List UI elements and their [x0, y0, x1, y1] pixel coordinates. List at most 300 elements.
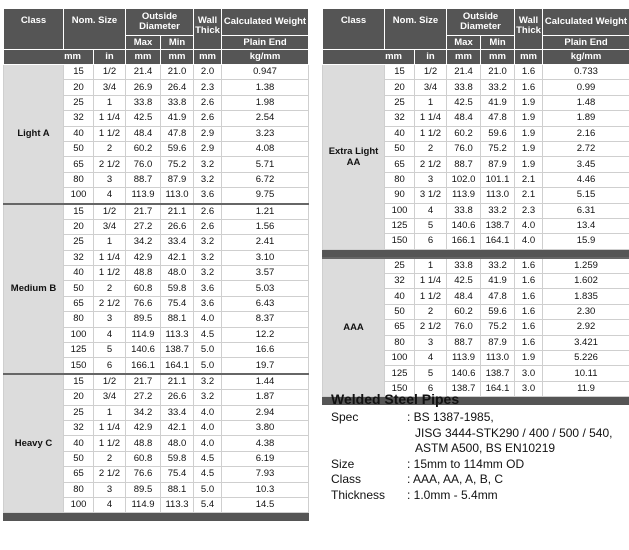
wall-thick-cell: 1.6 — [515, 304, 543, 319]
table-body-right — [323, 65, 629, 405]
wall-thick-cell: 1.9 — [515, 126, 543, 141]
od-min-cell: 48.0 — [161, 266, 194, 281]
weight-cell: 1.98 — [222, 95, 309, 110]
weight-cell: 5.15 — [543, 188, 629, 203]
od-min-cell: 33.2 — [481, 80, 515, 95]
od-min-cell: 26.6 — [161, 390, 194, 405]
od-max-cell: 102.0 — [447, 172, 481, 187]
od-max-cell: 48.4 — [447, 111, 481, 126]
od-min-cell: 75.4 — [161, 296, 194, 311]
header-in: in — [415, 50, 447, 65]
spec-row — [331, 488, 626, 504]
header-wall-thick: Wall Thick — [515, 9, 543, 50]
od-min-cell: 164.1 — [161, 358, 194, 374]
table-body-left — [4, 65, 309, 521]
wall-thick-cell: 3.0 — [515, 381, 543, 396]
weight-cell: 5.71 — [222, 157, 309, 172]
od-max-cell: 113.9 — [447, 351, 481, 366]
header-min: Min — [481, 36, 515, 50]
size-in-cell: 2 1/2 — [94, 296, 126, 311]
weight-cell: 2.41 — [222, 235, 309, 250]
header-kg-mm: kg/mm — [222, 50, 309, 65]
weight-cell: 2.30 — [543, 304, 629, 319]
size-mm-cell: 50 — [385, 141, 415, 156]
wall-thick-cell: 3.2 — [194, 374, 222, 390]
od-max-cell: 114.9 — [126, 497, 161, 512]
wall-thick-cell: 4.0 — [515, 234, 543, 249]
header-mm: mm — [323, 50, 415, 65]
spec-label: Class — [331, 472, 362, 487]
wall-thick-cell: 2.0 — [194, 65, 222, 80]
weight-cell: 7.93 — [222, 467, 309, 482]
wall-thick-cell: 2.9 — [194, 141, 222, 156]
size-in-cell: 2 — [94, 281, 126, 296]
spec-values — [407, 457, 626, 473]
weight-cell: 14.5 — [222, 497, 309, 512]
weight-cell: 12.2 — [222, 327, 309, 342]
size-mm-cell: 80 — [385, 335, 415, 350]
size-in-cell: 1 1/4 — [415, 111, 447, 126]
od-min-cell: 75.2 — [161, 157, 194, 172]
size-mm-cell: 100 — [385, 351, 415, 366]
size-mm-cell: 25 — [64, 235, 94, 250]
size-mm-cell: 20 — [64, 390, 94, 405]
size-in-cell: 3 — [415, 335, 447, 350]
size-mm-cell: 125 — [64, 343, 94, 358]
size-in-cell: 2 1/2 — [94, 157, 126, 172]
spec-value-line: : AAA, AA, A, B, C — [407, 472, 504, 487]
wall-thick-cell: 1.6 — [515, 258, 543, 274]
spec-row — [331, 410, 626, 457]
size-in-cell: 1 1/2 — [94, 436, 126, 451]
size-in-cell: 3/4 — [94, 219, 126, 234]
size-mm-cell: 100 — [64, 188, 94, 204]
od-min-cell: 113.0 — [161, 188, 194, 204]
od-min-cell: 26.6 — [161, 219, 194, 234]
wall-thick-cell: 3.2 — [194, 235, 222, 250]
size-mm-cell: 80 — [64, 482, 94, 497]
wall-thick-cell: 1.6 — [515, 289, 543, 304]
size-in-cell: 5 — [415, 366, 447, 381]
od-max-cell: 138.7 — [447, 381, 481, 396]
od-min-cell: 59.6 — [481, 126, 515, 141]
wall-thick-cell: 2.6 — [194, 219, 222, 234]
group-separator — [323, 249, 629, 258]
weight-cell: 0.99 — [543, 80, 629, 95]
size-mm-cell: 15 — [64, 65, 94, 80]
weight-cell: 1.48 — [543, 95, 629, 110]
header-plain-end: Plain End — [222, 36, 309, 50]
header-calc-weight: Calculated Weight — [222, 9, 309, 36]
weight-cell: 10.3 — [222, 482, 309, 497]
wall-thick-cell: 5.0 — [194, 482, 222, 497]
size-mm-cell: 65 — [64, 296, 94, 311]
size-mm-cell: 100 — [385, 203, 415, 218]
header-mm: mm — [4, 50, 94, 65]
od-max-cell: 21.4 — [447, 65, 481, 80]
od-max-cell: 42.9 — [126, 420, 161, 435]
wall-thick-cell: 1.9 — [515, 95, 543, 110]
size-mm-cell: 20 — [64, 80, 94, 95]
wall-thick-cell: 1.6 — [515, 320, 543, 335]
wall-thick-cell: 4.0 — [194, 405, 222, 420]
od-min-cell: 41.9 — [481, 274, 515, 289]
wall-thick-cell: 1.9 — [515, 351, 543, 366]
weight-cell: 4.46 — [543, 172, 629, 187]
od-min-cell: 138.7 — [481, 218, 515, 233]
od-max-cell: 76.0 — [447, 141, 481, 156]
od-max-cell: 166.1 — [447, 234, 481, 249]
table-row — [323, 258, 629, 274]
weight-cell: 2.72 — [543, 141, 629, 156]
wall-thick-cell: 4.5 — [194, 467, 222, 482]
weight-cell: 6.31 — [543, 203, 629, 218]
size-in-cell: 3 1/2 — [415, 188, 447, 203]
od-max-cell: 113.9 — [447, 188, 481, 203]
od-min-cell: 75.2 — [481, 320, 515, 335]
weight-cell: 13.4 — [543, 218, 629, 233]
od-max-cell: 60.2 — [447, 304, 481, 319]
spec-values — [407, 472, 626, 488]
wall-thick-cell: 4.0 — [194, 420, 222, 435]
spec-values — [407, 410, 626, 457]
od-min-cell: 21.1 — [161, 204, 194, 220]
header-plain-end: Plain End — [543, 36, 629, 50]
od-min-cell: 75.2 — [481, 141, 515, 156]
od-min-cell: 48.0 — [161, 436, 194, 451]
header-kg-mm: kg/mm — [543, 50, 629, 65]
od-max-cell: 27.2 — [126, 390, 161, 405]
wall-thick-cell: 1.6 — [515, 65, 543, 80]
size-in-cell: 4 — [415, 351, 447, 366]
size-mm-cell: 50 — [64, 281, 94, 296]
od-max-cell: 34.2 — [126, 235, 161, 250]
size-in-cell: 4 — [94, 497, 126, 512]
header-wall-thick: Wall Thick — [194, 9, 222, 50]
weight-cell: 4.08 — [222, 141, 309, 156]
weight-cell: 19.7 — [222, 358, 309, 374]
size-mm-cell: 20 — [385, 80, 415, 95]
header-mm: mm — [515, 50, 543, 65]
size-in-cell: 2 — [94, 451, 126, 466]
wall-thick-cell: 1.9 — [515, 111, 543, 126]
od-min-cell: 75.4 — [161, 467, 194, 482]
size-mm-cell: 32 — [385, 111, 415, 126]
od-min-cell: 88.1 — [161, 482, 194, 497]
weight-cell: 1.89 — [543, 111, 629, 126]
weight-cell: 2.16 — [543, 126, 629, 141]
od-min-cell: 59.8 — [161, 281, 194, 296]
size-in-cell: 2 — [94, 141, 126, 156]
od-max-cell: 42.5 — [447, 95, 481, 110]
od-max-cell: 89.5 — [126, 312, 161, 327]
od-max-cell: 60.8 — [126, 281, 161, 296]
size-mm-cell: 50 — [64, 451, 94, 466]
spec-values — [407, 488, 626, 504]
od-max-cell: 48.8 — [126, 266, 161, 281]
header-mm: mm — [194, 50, 222, 65]
od-min-cell: 101.1 — [481, 172, 515, 187]
class-label: AAA — [323, 258, 385, 397]
size-mm-cell: 32 — [64, 111, 94, 126]
size-in-cell: 1 1/2 — [415, 126, 447, 141]
od-max-cell: 33.8 — [126, 95, 161, 110]
od-max-cell: 34.2 — [126, 405, 161, 420]
size-mm-cell: 50 — [385, 304, 415, 319]
od-min-cell: 87.9 — [481, 157, 515, 172]
weight-cell: 3.421 — [543, 335, 629, 350]
od-min-cell: 59.8 — [161, 451, 194, 466]
size-in-cell: 1/2 — [94, 65, 126, 80]
class-label: Medium B — [4, 204, 64, 374]
wall-thick-cell: 2.6 — [194, 111, 222, 126]
weight-cell: 1.835 — [543, 289, 629, 304]
header-max: Max — [447, 36, 481, 50]
od-min-cell: 47.8 — [481, 289, 515, 304]
size-mm-cell: 65 — [64, 157, 94, 172]
size-in-cell: 4 — [415, 203, 447, 218]
size-mm-cell: 65 — [385, 320, 415, 335]
size-mm-cell: 100 — [64, 327, 94, 342]
size-mm-cell: 90 — [385, 188, 415, 203]
weight-cell: 6.72 — [222, 172, 309, 187]
size-in-cell: 2 1/2 — [94, 467, 126, 482]
wall-thick-cell: 2.9 — [194, 126, 222, 141]
size-in-cell: 2 1/2 — [415, 157, 447, 172]
size-mm-cell: 15 — [64, 374, 94, 390]
wall-thick-cell: 3.2 — [194, 157, 222, 172]
od-min-cell: 87.9 — [481, 335, 515, 350]
size-in-cell: 3/4 — [94, 390, 126, 405]
size-in-cell: 1 — [415, 258, 447, 274]
size-in-cell: 2 — [415, 304, 447, 319]
size-in-cell: 1 1/4 — [94, 250, 126, 265]
weight-cell: 6.43 — [222, 296, 309, 311]
weight-cell: 3.80 — [222, 420, 309, 435]
class-label: Light A — [4, 65, 64, 204]
od-max-cell: 42.5 — [126, 111, 161, 126]
weight-cell: 1.602 — [543, 274, 629, 289]
size-mm-cell: 40 — [64, 126, 94, 141]
od-min-cell: 41.9 — [481, 95, 515, 110]
wall-thick-cell: 1.6 — [515, 335, 543, 350]
header-mm: mm — [447, 50, 481, 65]
size-in-cell: 3 — [94, 482, 126, 497]
size-in-cell: 4 — [94, 188, 126, 204]
od-min-cell: 113.3 — [161, 497, 194, 512]
size-mm-cell: 50 — [64, 141, 94, 156]
od-min-cell: 88.1 — [161, 312, 194, 327]
od-max-cell: 21.7 — [126, 204, 161, 220]
size-mm-cell: 25 — [64, 405, 94, 420]
weight-cell: 1.38 — [222, 80, 309, 95]
header-in: in — [94, 50, 126, 65]
welded-title: Welded Steel Pipes — [331, 391, 460, 407]
weight-cell: 0.733 — [543, 65, 629, 80]
od-max-cell: 140.6 — [447, 218, 481, 233]
od-min-cell: 42.1 — [161, 420, 194, 435]
spec-value-line: ASTM A500, BS EN10219 — [415, 441, 556, 456]
od-min-cell: 87.9 — [161, 172, 194, 187]
od-min-cell: 47.8 — [481, 111, 515, 126]
od-min-cell: 47.8 — [161, 126, 194, 141]
header-class: Class — [4, 9, 64, 50]
od-min-cell: 21.0 — [161, 65, 194, 80]
od-max-cell: 60.8 — [126, 451, 161, 466]
size-in-cell: 2 1/2 — [415, 320, 447, 335]
od-min-cell: 113.3 — [161, 327, 194, 342]
size-in-cell: 3 — [94, 172, 126, 187]
od-max-cell: 113.9 — [126, 188, 161, 204]
od-min-cell: 21.1 — [161, 374, 194, 390]
wall-thick-cell: 1.9 — [515, 157, 543, 172]
table-row — [4, 65, 309, 80]
od-max-cell: 21.4 — [126, 65, 161, 80]
size-mm-cell: 80 — [64, 172, 94, 187]
od-max-cell: 89.5 — [126, 482, 161, 497]
spec-label: Spec — [331, 410, 359, 424]
size-mm-cell: 40 — [385, 126, 415, 141]
size-in-cell: 1 1/2 — [94, 126, 126, 141]
od-min-cell: 59.6 — [161, 141, 194, 156]
header-class: Class — [323, 9, 385, 50]
size-mm-cell: 15 — [64, 204, 94, 220]
spec-value-line: : 1.0mm - 5.4mm — [407, 487, 498, 502]
od-min-cell: 33.8 — [161, 95, 194, 110]
od-min-cell: 59.6 — [481, 304, 515, 319]
od-max-cell: 76.6 — [126, 467, 161, 482]
od-max-cell: 140.6 — [126, 343, 161, 358]
od-min-cell: 138.7 — [161, 343, 194, 358]
od-max-cell: 88.7 — [447, 157, 481, 172]
size-in-cell: 1/2 — [94, 374, 126, 390]
od-max-cell: 48.4 — [447, 289, 481, 304]
wall-thick-cell: 3.2 — [194, 250, 222, 265]
od-max-cell: 27.2 — [126, 219, 161, 234]
weight-cell: 3.10 — [222, 250, 309, 265]
size-in-cell: 1/2 — [94, 204, 126, 220]
wall-thick-cell: 3.6 — [194, 281, 222, 296]
od-min-cell: 33.4 — [161, 405, 194, 420]
wall-thick-cell: 3.6 — [194, 188, 222, 204]
od-min-cell: 113.0 — [481, 351, 515, 366]
spec-value-line: JISG 3444-STK290 / 400 / 500 / 540, — [415, 425, 613, 440]
weight-cell: 9.75 — [222, 188, 309, 204]
size-mm-cell: 20 — [64, 219, 94, 234]
od-max-cell: 48.8 — [126, 436, 161, 451]
wall-thick-cell: 3.2 — [194, 172, 222, 187]
od-min-cell: 42.1 — [161, 250, 194, 265]
size-in-cell: 5 — [94, 343, 126, 358]
od-max-cell: 21.7 — [126, 374, 161, 390]
size-in-cell: 1 1/4 — [415, 274, 447, 289]
weight-cell: 2.94 — [222, 405, 309, 420]
od-min-cell: 26.4 — [161, 80, 194, 95]
size-mm-cell: 150 — [64, 358, 94, 374]
spec-label: Thickness — [331, 487, 386, 502]
size-in-cell: 1 1/4 — [94, 420, 126, 435]
weight-cell: 16.6 — [222, 343, 309, 358]
wall-thick-cell: 1.9 — [515, 141, 543, 156]
od-max-cell: 42.5 — [447, 274, 481, 289]
od-max-cell: 60.2 — [126, 141, 161, 156]
size-in-cell: 1 — [94, 95, 126, 110]
spec-value-line: : 15mm to 114mm OD — [407, 456, 525, 471]
weight-cell: 5.226 — [543, 351, 629, 366]
weight-cell: 0.947 — [222, 65, 309, 80]
od-min-cell: 33.2 — [481, 203, 515, 218]
size-mm-cell: 32 — [64, 420, 94, 435]
size-mm-cell: 150 — [385, 234, 415, 249]
weight-cell: 8.37 — [222, 312, 309, 327]
size-in-cell: 6 — [415, 381, 447, 396]
size-in-cell: 5 — [415, 218, 447, 233]
table-row — [323, 65, 629, 80]
welded-steel-pipes-panel — [331, 390, 626, 504]
od-max-cell: 33.8 — [447, 80, 481, 95]
size-in-cell: 3/4 — [415, 80, 447, 95]
weight-cell: 11.9 — [543, 381, 629, 396]
size-mm-cell: 25 — [385, 95, 415, 110]
od-max-cell: 88.7 — [447, 335, 481, 350]
od-max-cell: 140.6 — [447, 366, 481, 381]
header-mm: mm — [161, 50, 194, 65]
od-min-cell: 41.9 — [161, 111, 194, 126]
spec-list — [331, 410, 626, 504]
size-in-cell: 1/2 — [415, 65, 447, 80]
size-in-cell: 1 1/4 — [94, 111, 126, 126]
weight-cell: 3.23 — [222, 126, 309, 141]
spec-label: Size — [331, 456, 355, 471]
pipe-table-left — [3, 8, 309, 521]
size-in-cell: 6 — [415, 234, 447, 249]
od-max-cell: 48.4 — [126, 126, 161, 141]
header-outside-diameter: Outside Diameter — [126, 9, 194, 36]
od-max-cell: 60.2 — [447, 126, 481, 141]
od-max-cell: 88.7 — [126, 172, 161, 187]
header-outside-diameter: Outside Diameter — [447, 9, 515, 36]
weight-cell: 4.38 — [222, 436, 309, 451]
weight-cell: 1.87 — [222, 390, 309, 405]
size-in-cell: 3 — [415, 172, 447, 187]
wall-thick-cell: 4.5 — [194, 451, 222, 466]
wall-thick-cell: 2.3 — [194, 80, 222, 95]
wall-thick-cell: 4.0 — [194, 312, 222, 327]
wall-thick-cell: 3.6 — [194, 296, 222, 311]
size-mm-cell: 40 — [385, 289, 415, 304]
weight-cell: 6.19 — [222, 451, 309, 466]
header-nom-size: Nom. Size — [64, 9, 126, 50]
od-min-cell: 138.7 — [481, 366, 515, 381]
od-max-cell: 26.9 — [126, 80, 161, 95]
class-label: Heavy C — [4, 374, 64, 513]
size-mm-cell: 100 — [64, 497, 94, 512]
size-mm-cell: 150 — [385, 381, 415, 396]
weight-cell: 1.56 — [222, 219, 309, 234]
size-mm-cell: 40 — [64, 266, 94, 281]
table-row — [4, 374, 309, 390]
size-in-cell: 3 — [94, 312, 126, 327]
size-mm-cell: 25 — [64, 95, 94, 110]
size-in-cell: 1 1/2 — [415, 289, 447, 304]
wall-thick-cell: 2.6 — [194, 204, 222, 220]
wall-thick-cell: 3.0 — [515, 366, 543, 381]
size-in-cell: 3/4 — [94, 80, 126, 95]
size-mm-cell: 40 — [64, 436, 94, 451]
size-in-cell: 6 — [94, 358, 126, 374]
spec-row — [331, 457, 626, 473]
size-in-cell: 4 — [94, 327, 126, 342]
